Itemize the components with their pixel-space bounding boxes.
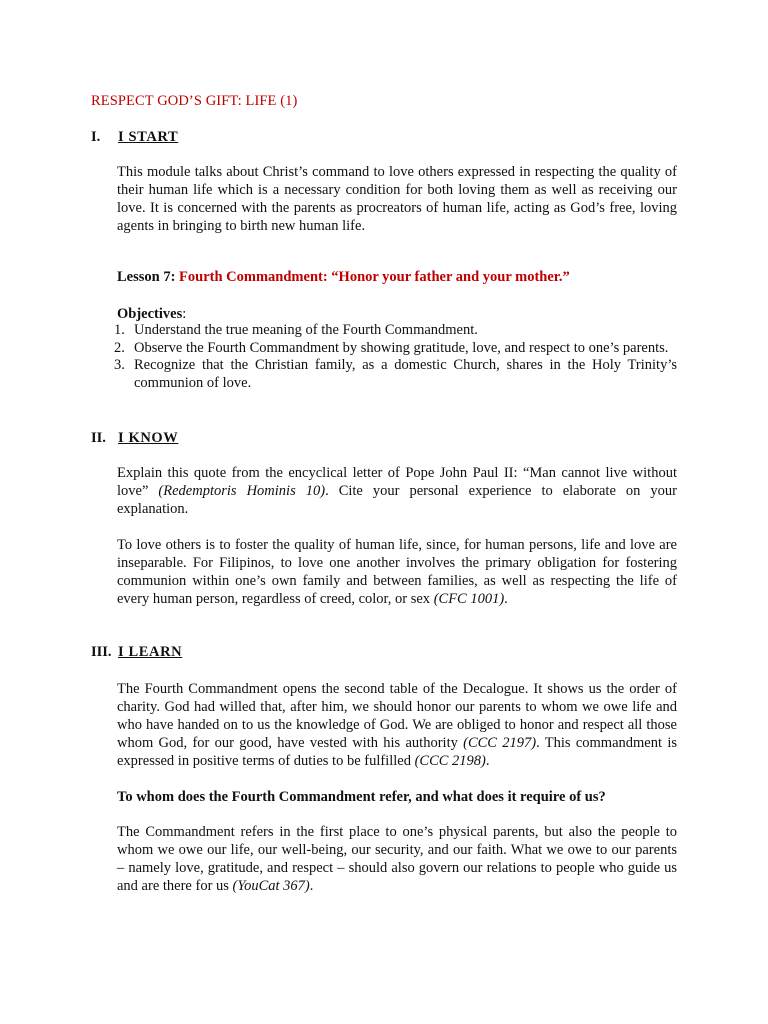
objective-item: [114, 340, 677, 358]
section-label: I KNOW: [118, 430, 179, 446]
citation: (CCC 2198): [414, 753, 486, 769]
lesson-prefix: Lesson 7:: [117, 269, 176, 285]
objective-text: Observe the Fourth Commandment by showing gratitude, love, and respect to one’s parents.: [134, 339, 669, 356]
page-title: RESPECT GOD’S GIFT: LIFE (1): [91, 93, 298, 109]
citation: (CCC 2197): [463, 735, 537, 751]
start-paragraph: This module talks about Christ’s command to love others expressed in respecting the quality of their human life which is a necessary condition for both loving them as well as receiving our love. It is concerned with the parents as procreators of human life, acting as God’s free, loving agents in bringing to birth new human life.: [117, 164, 677, 234]
section-numeral: I.: [91, 129, 101, 145]
objective-number: 1.: [114, 322, 125, 338]
know-paragraph-1: Explain this quote from the encyclical letter of Pope John Paul II: “Man cannot live without love” (Redemptoris Hominis 10). Cite your personal experience to elaborate on your explanation.: [117, 465, 677, 517]
know-paragraph-2: To love others is to foster the quality of human life, since, for human persons, life and love are inseparable. For Filipinos, to love one another involves the primary obligation for fostering communion within one’s own family and between families, as well as respecting the life of every human person, regardless of creed, color, or sex (CFC 1001).: [117, 537, 677, 607]
section-heading-know: [91, 430, 178, 447]
objectives-heading: Objectives:: [117, 306, 187, 322]
section-numeral: II.: [91, 430, 106, 446]
section-label: I START: [118, 129, 179, 145]
lesson-title: Fourth Commandment: “Honor your father and your mother.”: [179, 269, 570, 285]
objective-number: 2.: [114, 339, 125, 356]
section-label: I LEARN: [118, 644, 183, 660]
objective-item: [114, 357, 677, 392]
citation: (Redemptoris Hominis 10): [158, 483, 326, 499]
objective-text: Understand the true meaning of the Fourth Commandment.: [134, 322, 478, 338]
learn-paragraph-1: The Fourth Commandment opens the second table of the Decalogue. It shows us the order of charity. God had willed that, after him, we should honor our parents to whom we owe life and who have handed on to us the knowledge of God. We are obliged to honor and respect all those whom God, for our good, have vested with his authority (CCC 2197). This commandment is expressed in positive terms of duties to be fulfilled (CCC 2198).: [117, 681, 677, 769]
citation: (CFC 1001): [433, 591, 505, 607]
objectives-list: [114, 322, 677, 392]
section-heading-learn: [91, 644, 182, 661]
question-heading: To whom does the Fourth Commandment refer, and what does it require of us?: [117, 789, 606, 805]
section-heading-start: [91, 129, 178, 146]
objective-number: 3.: [114, 357, 125, 373]
lesson-heading: [117, 269, 570, 286]
objective-text: Recognize that the Christian family, as a domestic Church, shares in the Holy Trinity’s communion of love.: [134, 357, 677, 391]
citation: (YouCat 367): [232, 878, 310, 894]
objective-item: [114, 322, 677, 340]
learn-paragraph-2: The Commandment refers in the first place to one’s physical parents, but also the people to whom we owe our life, our well-being, our security, and our faith. What we owe to our parents – namely love, gratitude, and respect – should also govern our relations to people who guide us and are there for us (YouCat 367).: [117, 824, 677, 894]
section-numeral: III.: [91, 644, 112, 660]
